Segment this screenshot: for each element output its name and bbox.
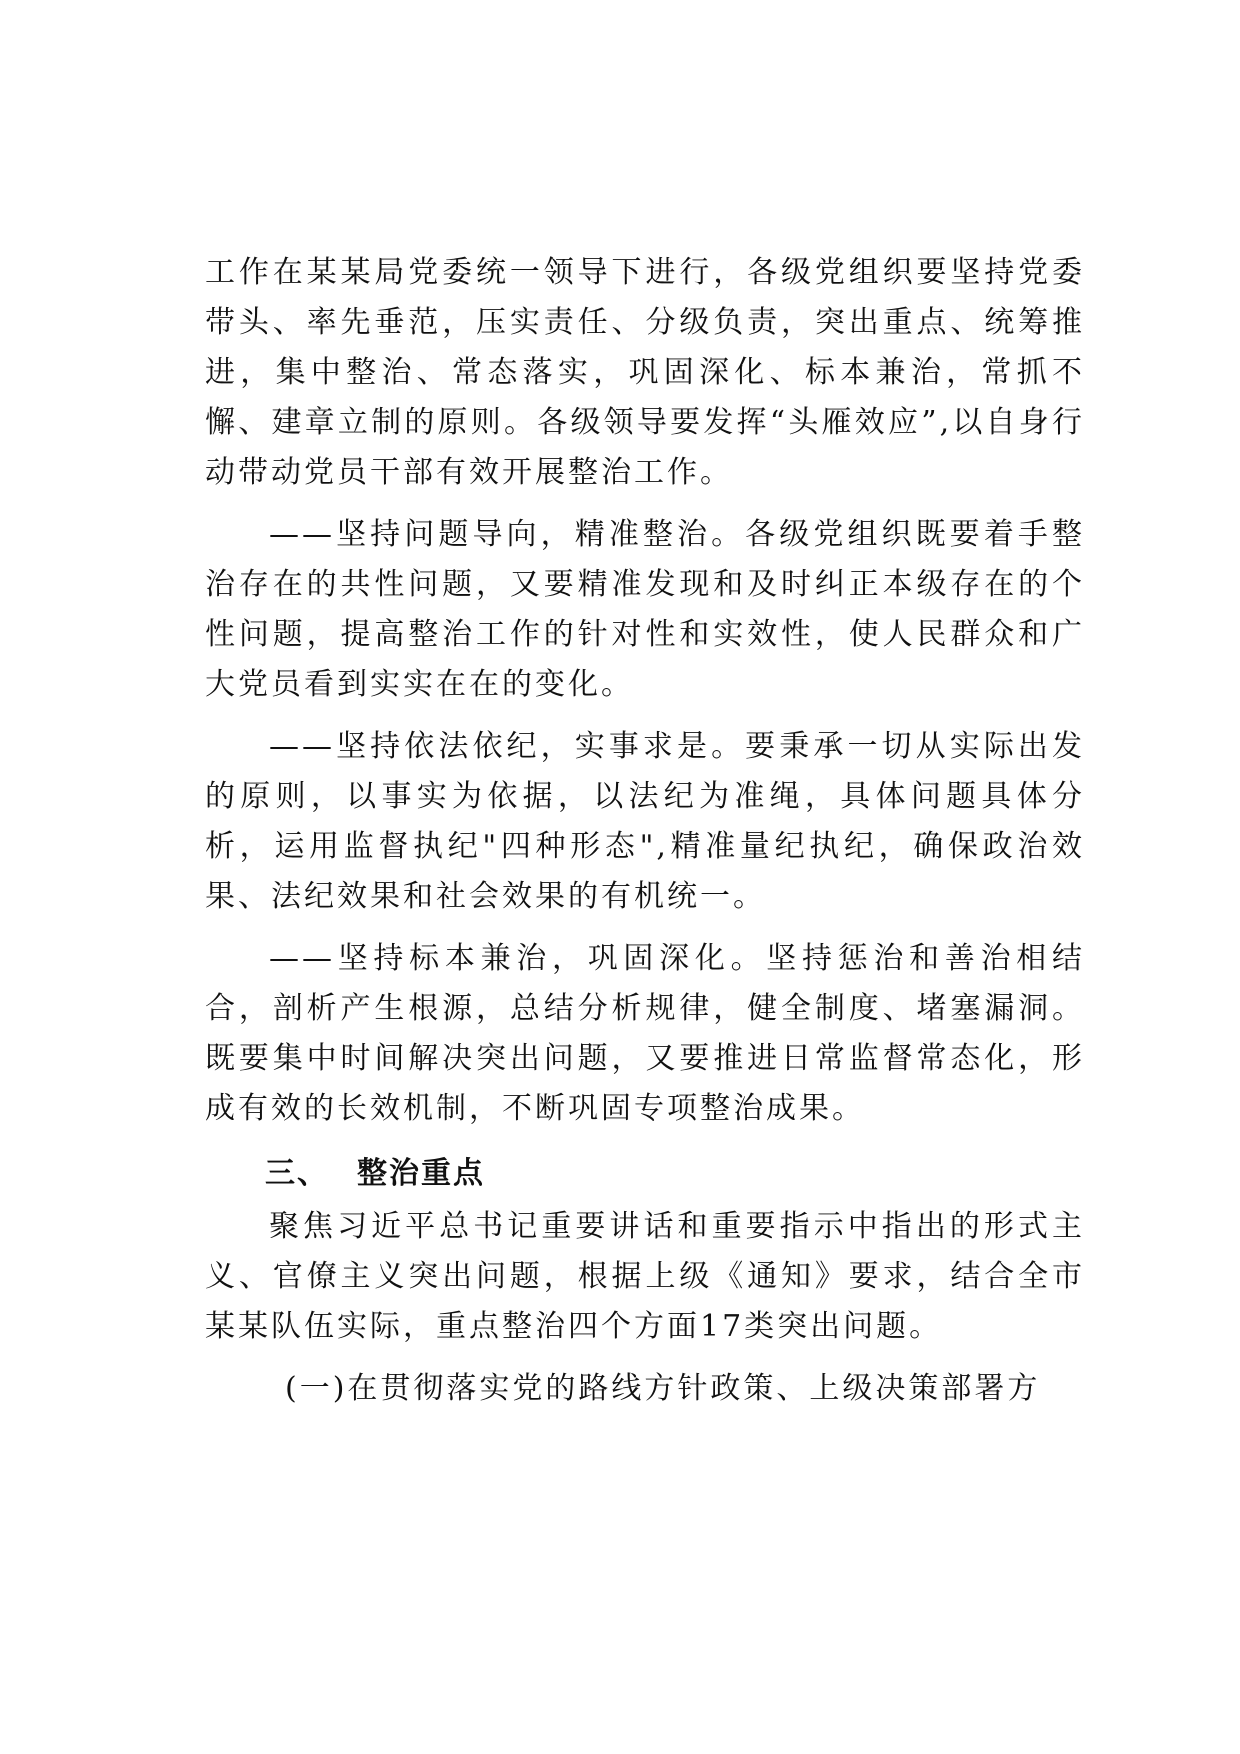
paragraph-item-one: (一)在贯彻落实党的路线方针政策、上级决策部署方 (285, 1371, 1041, 1406)
document-body (205, 248, 1085, 1414)
paragraph-root-and-branch: ——坚持标本兼治，巩固深化。坚持惩治和善治相结合，剖析产生根源，总结分析规律，健全制度、堵塞漏洞。既要集中时间解决突出问题，又要推进日常监督常态化，形成有效的长效机制，不断巩固专项整治成果。 (205, 941, 1085, 1126)
section-number: 三、 (265, 1156, 329, 1191)
paragraph-focus-intro: 聚焦习近平总书记重要讲话和重要指示中指出的形式主义、官僚主义突出问题，根据上级《通知》要求，结合全市某某队伍实际，重点整治四个方面17类突出问题。 (205, 1209, 1085, 1344)
paragraph-rule-of-law: ——坚持依法依纪，实事求是。要秉承一切从实际出发的原则，以事实为依据，以法纪为准绳，具体问题具体分析，运用监督执纪"四种形态",精准量纪执纪，确保政治效果、法纪效果和社会效果的有机统一。 (205, 729, 1085, 914)
paragraph-problem-oriented: ——坚持问题导向，精准整治。各级党组织既要着手整治存在的共性问题，又要精准发现和及时纠正本级存在的个性问题，提高整治工作的针对性和实效性，使人民群众和广大党员看到实实在在的变化。 (205, 517, 1085, 702)
paragraph-principles-intro: 工作在某某局党委统一领导下进行，各级党组织要坚持党委带头、率先垂范，压实责任、分级负责，突出重点、统筹推进，集中整治、常态落实，巩固深化、标本兼治，常抓不懈、建章立制的原则。各级领导要发挥“头雁效应”,以自身行动带动党员干部有效开展整治工作。 (205, 255, 1085, 490)
section-title: 整治重点 (357, 1156, 485, 1191)
section-heading (205, 1146, 1085, 1202)
